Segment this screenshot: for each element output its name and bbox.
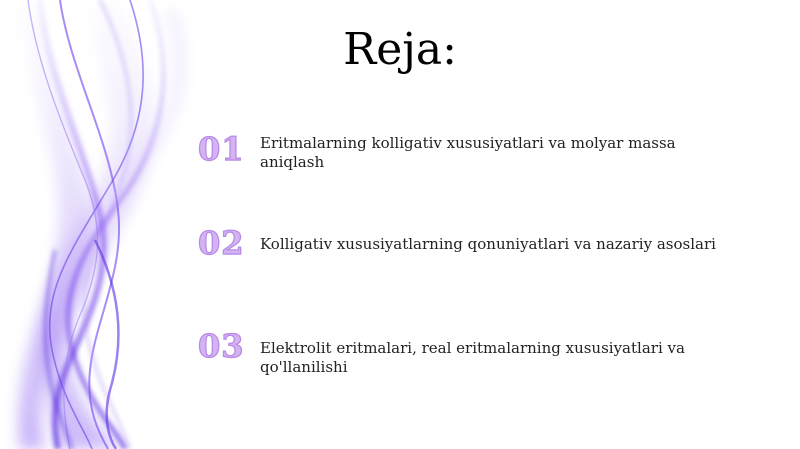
agenda-item-text: Elektrolit eritmalari, real eritmalarning xususiyatlari va qo'llanilishi bbox=[260, 339, 685, 376]
agenda-item-text: Kolligativ xususiyatlarning qonuniyatlari va nazariy asoslari bbox=[260, 235, 716, 253]
purple-smoke-ribbon-decoration bbox=[0, 0, 230, 449]
slide-title: Reja: bbox=[343, 24, 457, 75]
agenda-item-text: Eritmalarning kolligativ xususiyatlari va molyar massa aniqlash bbox=[260, 134, 676, 171]
agenda-item-number: 01 bbox=[198, 130, 245, 168]
agenda-item-number: 03 bbox=[198, 327, 245, 365]
agenda-item-number: 02 bbox=[198, 224, 245, 262]
